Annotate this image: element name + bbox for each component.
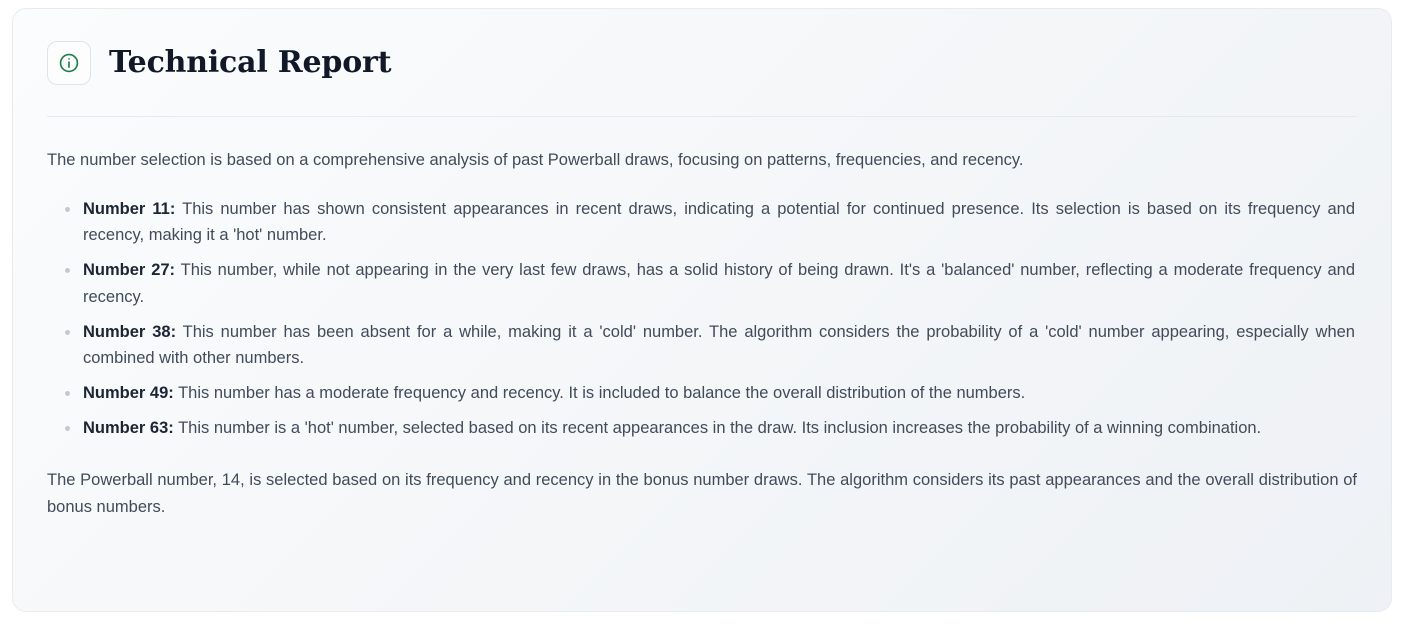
list-item-text: This number has been absent for a while, making it a 'cold' number. The algorithm considers the probability of a 'cold' number appearing, especially when combined with other numbers. [83, 322, 1355, 368]
list-item [83, 415, 1357, 442]
list-item [83, 257, 1357, 310]
list-item [83, 380, 1357, 407]
list-item-lead: Number 11: [83, 199, 176, 218]
outro-paragraph: The Powerball number, 14, is selected based on its frequency and recency in the bonus number draws. The algorithm considers its past appearances and the overall distribution of bonus numbers. [47, 471, 1357, 517]
list-item-lead: Number 38: [83, 322, 177, 341]
list-item-lead: Number 63: [83, 418, 174, 437]
list-item [83, 319, 1357, 372]
page-title: Technical Report [109, 44, 392, 80]
list-item-text: This number, while not appearing in the very last few draws, has a solid history of being drawn. It's a 'balanced' number, reflecting a moderate frequency and recency. [83, 261, 1355, 306]
list-item [83, 196, 1357, 249]
list-item-text: This number has shown consistent appearances in recent draws, indicating a potential for continued presence. Its selection is based on its frequency and recency, making it a 'hot' number. [83, 199, 1355, 245]
card-header [47, 9, 1357, 117]
technical-report-card [12, 8, 1392, 612]
list-item-text: This number has a moderate frequency and recency. It is included to balance the overall distribution of the numbers. [173, 384, 1026, 403]
intro-paragraph: The number selection is based on a comprehensive analysis of past Powerball draws, focusing on patterns, frequencies, and recency. [47, 151, 1024, 169]
list-item-text: This number is a 'hot' number, selected based on its recent appearances in the draw. Its inclusion increases the probability of a winning combination. [173, 418, 1262, 437]
list-item-lead: Number 27: [83, 261, 176, 280]
list-item-lead: Number 49: [83, 384, 174, 403]
info-circle-icon [47, 41, 91, 85]
number-rationale-list [47, 196, 1357, 442]
